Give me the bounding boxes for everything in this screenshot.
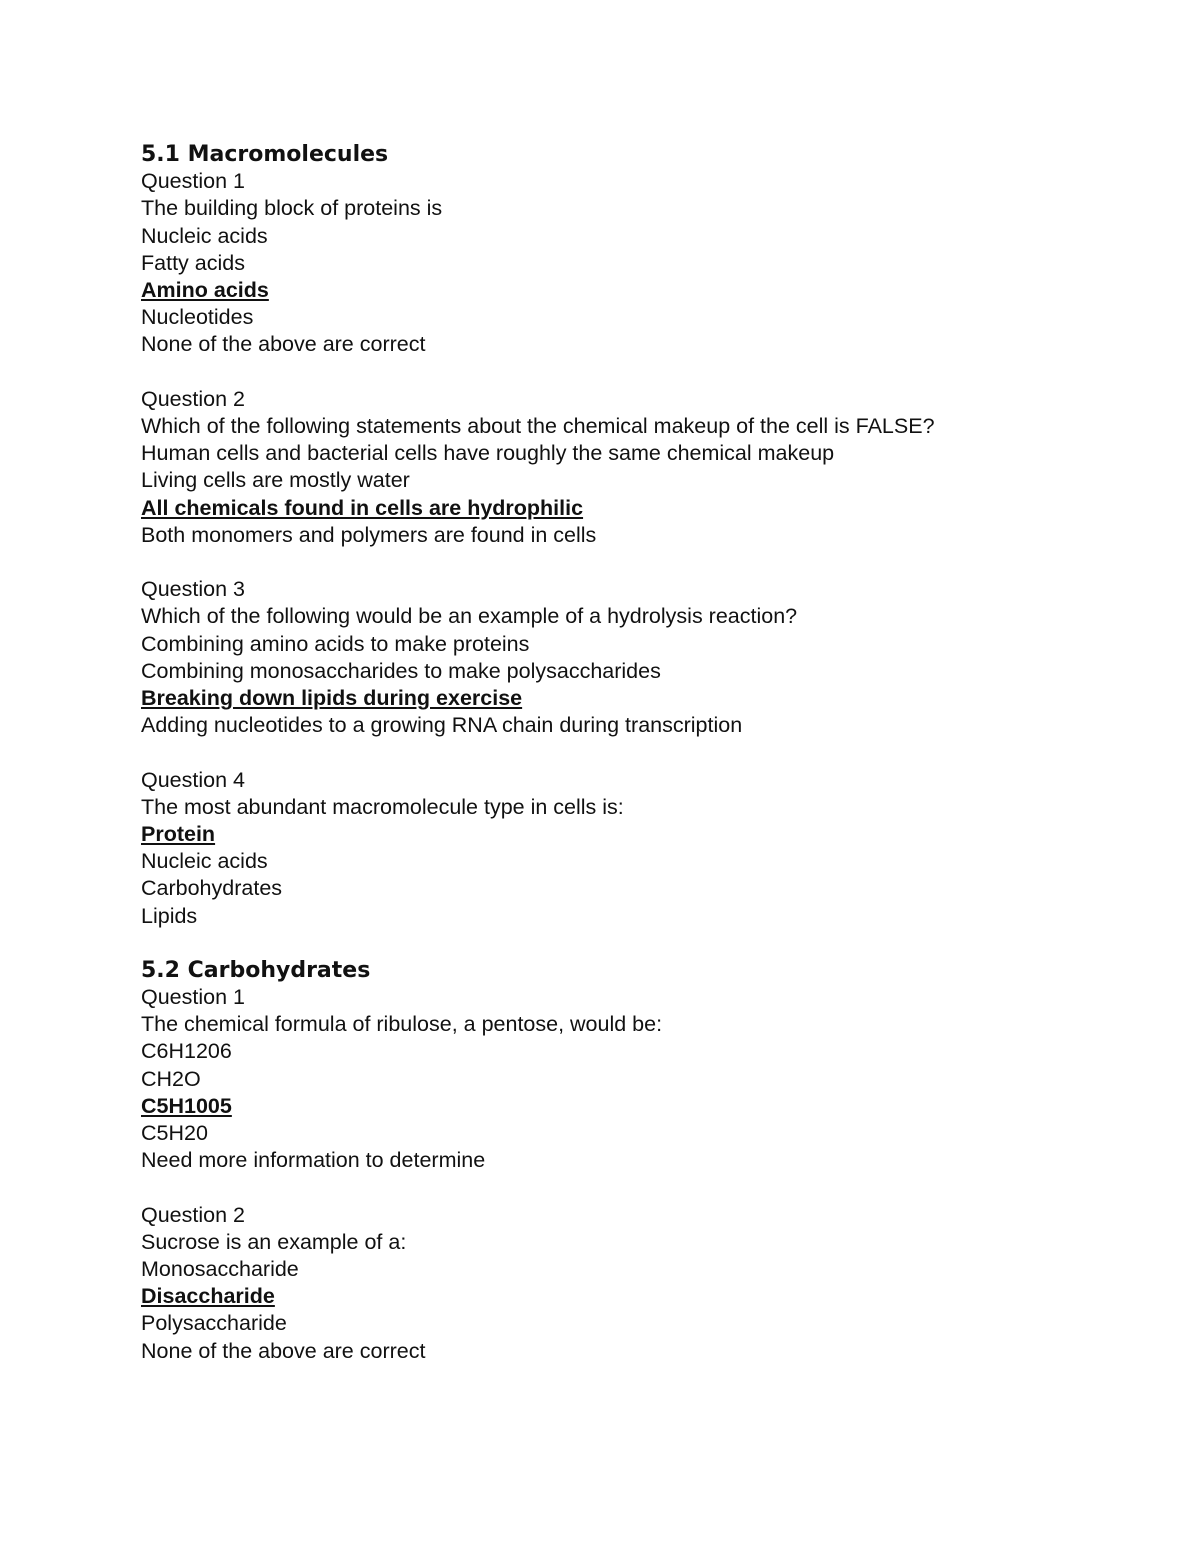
section-carbohydrates [141,957,1141,1365]
question-block [141,168,1141,358]
question-block [141,576,1141,739]
question-label: Question 2 [141,1202,245,1227]
section-macromolecules [141,141,1141,930]
answer-option: Combining monosaccharides to make polysaccharides [141,658,661,683]
question-prompt: Sucrose is an example of a: [141,1229,407,1254]
correct-answer-option: Disaccharide [141,1284,275,1309]
question-prompt: Which of the following statements about the chemical makeup of the cell is FALSE? [141,414,935,439]
correct-answer-option: Breaking down lipids during exercise [141,686,523,711]
correct-answer-option: C5H1005 [141,1093,232,1118]
section-title: 5.1 Macromolecules [141,142,389,167]
answer-option: None of the above are correct [141,332,426,357]
question-label: Question 2 [141,386,245,411]
question-label: Question 3 [141,577,245,602]
correct-answer-option: Protein [141,822,216,847]
question-label: Question 1 [141,169,245,194]
section-title: 5.2 Carbohydrates [141,957,371,983]
question-block [141,984,1141,1174]
answer-option: Fatty acids [141,250,245,275]
question-prompt: The chemical formula of ribulose, a pentose, would be: [141,1012,663,1037]
answer-option: Lipids [141,903,198,928]
answer-option: Monosaccharide [141,1257,299,1282]
answer-option: None of the above are correct [141,1338,426,1363]
answer-option: C6H1206 [141,1039,232,1064]
answer-option: Carbohydrates [141,876,283,901]
answer-option: Nucleic acids [141,223,268,248]
question-block [141,1202,1141,1365]
answer-option: Polysaccharide [141,1311,287,1336]
answer-option: Both monomers and polymers are found in cells [141,522,597,547]
answer-option: Adding nucleotides to a growing RNA chain during transcription [141,713,743,738]
question-prompt: Which of the following would be an example of a hydrolysis reaction? [141,604,798,629]
answer-option: Nucleic acids [141,849,268,874]
question-prompt: The building block of proteins is [141,196,443,221]
answer-option: Nucleotides [141,305,254,330]
question-label: Question 4 [141,767,245,792]
question-prompt: The most abundant macromolecule type in cells is: [141,794,624,819]
answer-option: Human cells and bacterial cells have roughly the same chemical makeup [141,441,835,466]
answer-option: CH2O [141,1066,201,1091]
correct-answer-option: Amino acids [141,278,269,303]
document-page [141,139,1141,1365]
answer-option: Living cells are mostly water [141,468,410,493]
answer-option: Combining amino acids to make proteins [141,631,530,656]
correct-answer-option: All chemicals found in cells are hydrophilic [141,495,584,520]
question-block [141,767,1141,930]
answer-option: C5H20 [141,1121,208,1146]
answer-option: Need more information to determine [141,1148,486,1173]
question-block [141,386,1141,549]
question-label: Question 1 [141,985,245,1010]
